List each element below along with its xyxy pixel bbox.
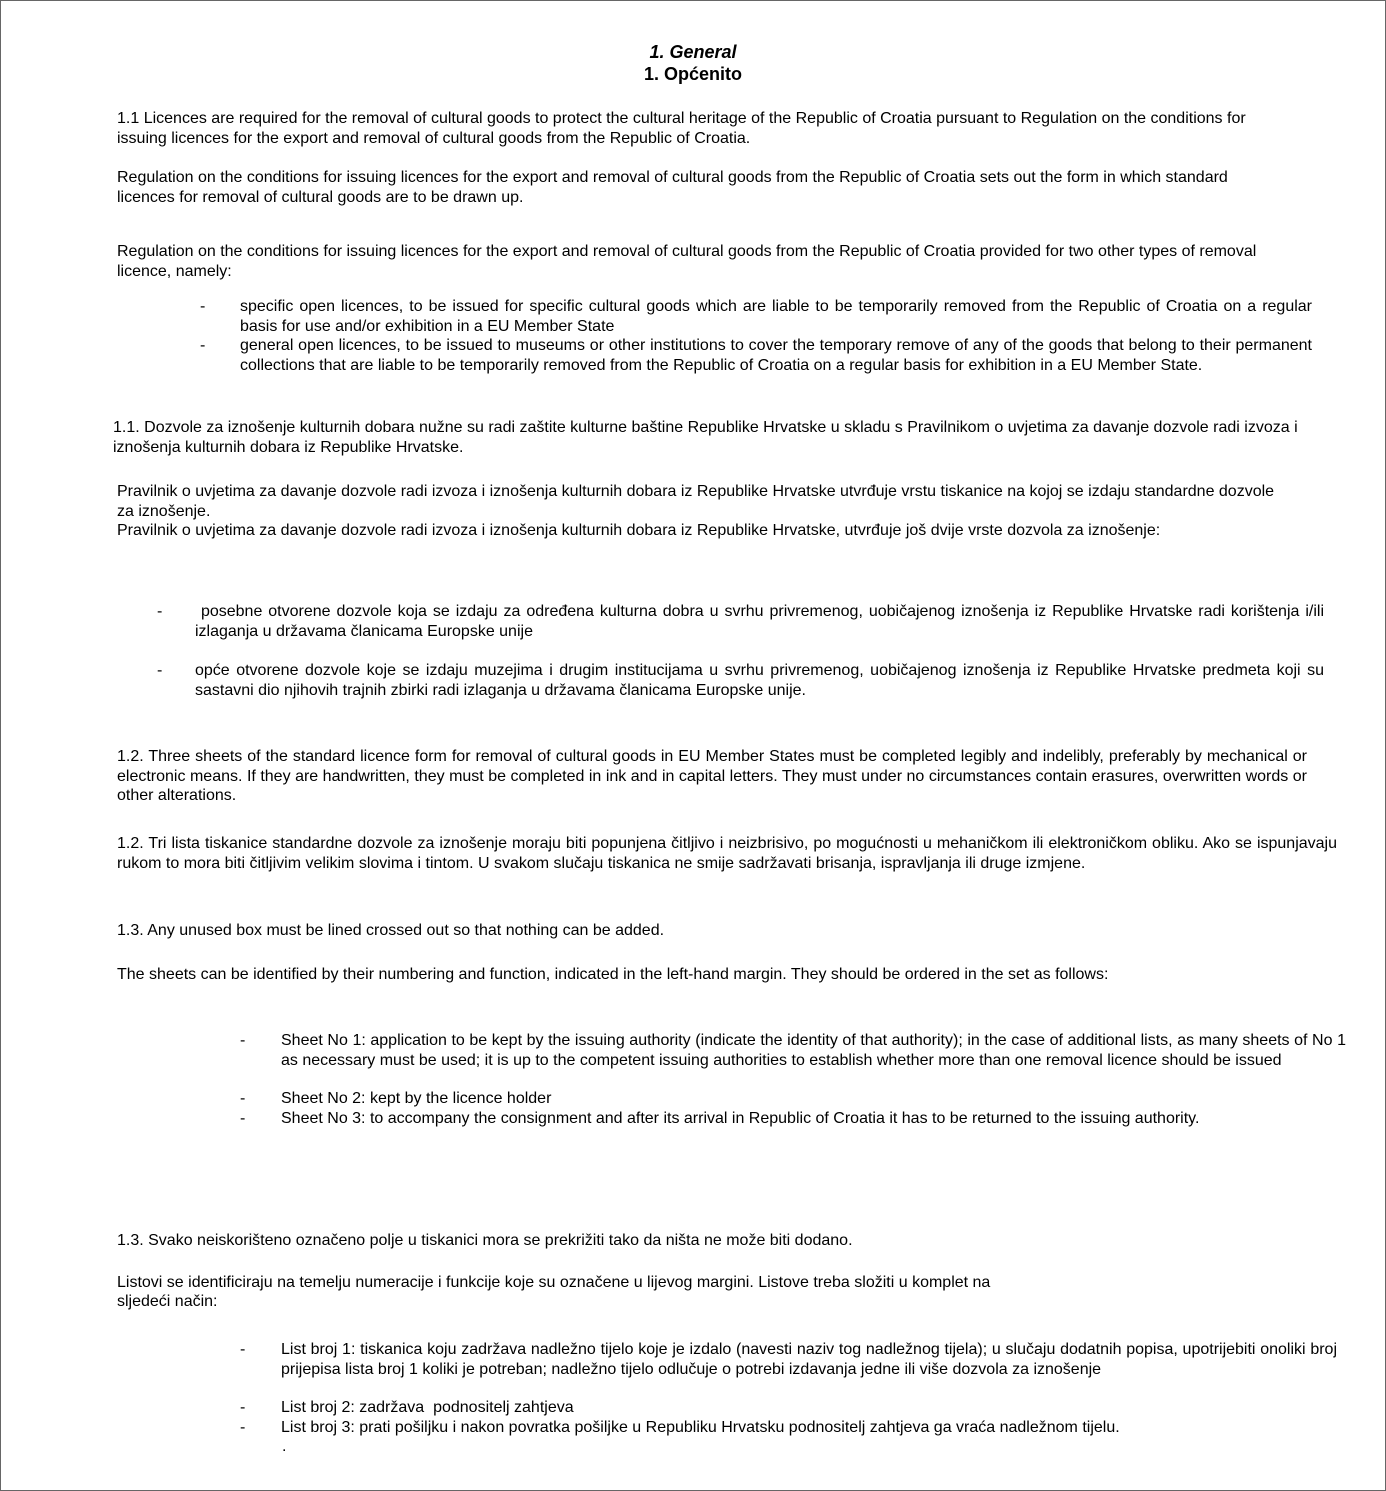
paragraph-hr-listovi: Listovi se identificiraju na temelju numeracije i funkcije koje su označene u lijevog margini. Listove treba složiti u komplet na <box>117 1274 991 1291</box>
list-item-opce-otvorene: opće otvorene dozvole koje se izdaju muzejima i drugim institucijama u svrhu privremenog, uobičajenog iznošenja iz Republike Hrvatske predmeta koji su sastavni dio njihovih trajnih zbirki radi izlaganja u državama članicama Europske unije. <box>195 662 1324 699</box>
title-hr: 1. Općenito <box>643 64 742 84</box>
paragraph-en-1-2: 1.2. Three sheets of the standard licence form for removal of cultural goods in EU Member States must be completed legibly and indelibly, preferably by mechanical or electronic means. If they are handwritten, they must be completed in ink and in capital letters. They must under no circumstances contain erasures, overwritten words or other alterations. <box>117 748 1307 804</box>
paragraph-hr-pravilnik-types: Pravilnik o uvjetima za davanje dozvole radi izvoza i iznošenja kulturnih dobara iz Republike Hrvatske, utvrđuje još dvije vrste dozvola za iznošenje: <box>117 522 1161 539</box>
list-item-list-1: List broj 1: tiskanica koju zadržava nadležno tijelo koje je izdalo (navesti naziv tog nadležnog tijela); u slučaju dodatnih popisa, upotrijebiti onoliki broj prijepisa lista broj 1 koliki je potreban; nadležno tijelo odlučuje o potrebi izdavanja jedne ili više dozvola za iznošenje <box>281 1341 1337 1378</box>
paragraph-en-regulation-types: Regulation on the conditions for issuing licences for the export and removal of cultural goods from the Republic of Croatia provided for two other types of removal licence, namely: <box>117 243 1257 280</box>
paragraph-hr-1-2: 1.2. Tri lista tiskanice standardne dozvole za iznošenje moraju biti popunjena čitljivo i neizbrisivo, po mogućnosti u mehaničkom ili elektroničkom obliku. Ako se ispunjavaju rukom to mora biti čitljivim velikim slovima i tintom. U svakom slučaju tiskanica ne smije sadržavati brisanja, ispravljanja ili druge izmjene. <box>117 835 1337 872</box>
trailing-dot: . <box>282 1438 287 1455</box>
list-item-sheet-1: Sheet No 1: application to be kept by the issuing authority (indicate the identity of that authority); in the case of additional lists, as many sheets of No 1 as necessary must be used; it is up to the competent issuing authorities to establish whether more than one removal licence should be issued <box>281 1032 1346 1069</box>
bullet-dash: - <box>157 662 163 679</box>
bullet-dash: - <box>240 1032 246 1049</box>
list-item-sheet-2: Sheet No 2: kept by the licence holder <box>281 1090 552 1107</box>
bullet-dash: - <box>240 1090 246 1107</box>
bullet-dash: - <box>200 298 206 315</box>
paragraph-hr-1-3: 1.3. Svako neiskorišteno označeno polje u tiskanici mora se prekrižiti tako da ništa ne može biti dodano. <box>117 1232 853 1249</box>
paragraph-en-1-3: 1.3. Any unused box must be lined crossed out so that nothing can be added. <box>117 922 665 939</box>
title-en: 1. General <box>649 42 737 62</box>
bullet-dash: - <box>240 1399 246 1416</box>
paragraph-hr-pravilnik-form: Pravilnik o uvjetima za davanje dozvole radi izvoza i iznošenja kulturnih dobara iz Republike Hrvatske utvrđuje vrstu tiskanice na kojoj se izdaju standardne dozvole za iznošenje. <box>117 483 1275 520</box>
list-item-list-3: List broj 3: prati pošiljku i nakon povratka pošiljke u Republiku Hrvatsku podnositelj zahtjeva ga vraća nadležnom tijelu. <box>281 1419 1120 1436</box>
list-item-sheet-3: Sheet No 3: to accompany the consignment and after its arrival in Republic of Croatia it has to be returned to the issuing authority. <box>281 1110 1200 1127</box>
bullet-dash: - <box>240 1110 246 1127</box>
bullet-dash: - <box>200 337 206 354</box>
bullet-dash: - <box>157 603 163 620</box>
list-item-list-2: List broj 2: zadržava podnositelj zahtjeva <box>281 1399 574 1416</box>
paragraph-hr-listovi-cont: sljedeći način: <box>117 1293 218 1310</box>
list-item-general-open: general open licences, to be issued to museums or other institutions to cover the temporary remove of any of the goods that belong to their permanent collections that are liable to be temporarily removed from the Republic of Croatia on a regular basis for exhibition in a EU Member State. <box>240 337 1312 374</box>
paragraph-en-sheets: The sheets can be identified by their numbering and function, indicated in the left-hand margin. They should be ordered in the set as follows: <box>117 966 1109 983</box>
paragraph-en-regulation-form: Regulation on the conditions for issuing licences for the export and removal of cultural goods from the Republic of Croatia sets out the form in which standard licences for removal of cultural goods are to be drawn up. <box>117 169 1228 206</box>
bullet-dash: - <box>240 1341 246 1358</box>
list-item-specific-open: specific open licences, to be issued for specific cultural goods which are liable to be temporarily removed from the Republic of Croatia on a regular basis for use and/or exhibition in a EU Member State <box>240 298 1312 335</box>
list-item-posebne-otvorene: posebne otvorene dozvole koja se izdaju za određena kulturna dobra u svrhu privremenog, uobičajenog iznošenja iz Republike Hrvatske radi korištenja i/ili izlaganja u državama članicama Europske unije <box>195 603 1329 640</box>
paragraph-en-1-1: 1.1 Licences are required for the removal of cultural goods to protect the cultural heritage of the Republic of Croatia pursuant to Regulation on the conditions for issuing licences for the export and removal of cultural goods from the Republic of Croatia. <box>117 110 1246 147</box>
bullet-dash: - <box>240 1419 246 1436</box>
paragraph-hr-1-1: 1.1. Dozvole za iznošenje kulturnih dobara nužne su radi zaštite kulturne baštine Republike Hrvatske u skladu s Pravilnikom o uvjetima za davanje dozvole radi izvoza i iznošenja kulturnih dobara iz Republike Hrvatske. <box>113 419 1298 456</box>
